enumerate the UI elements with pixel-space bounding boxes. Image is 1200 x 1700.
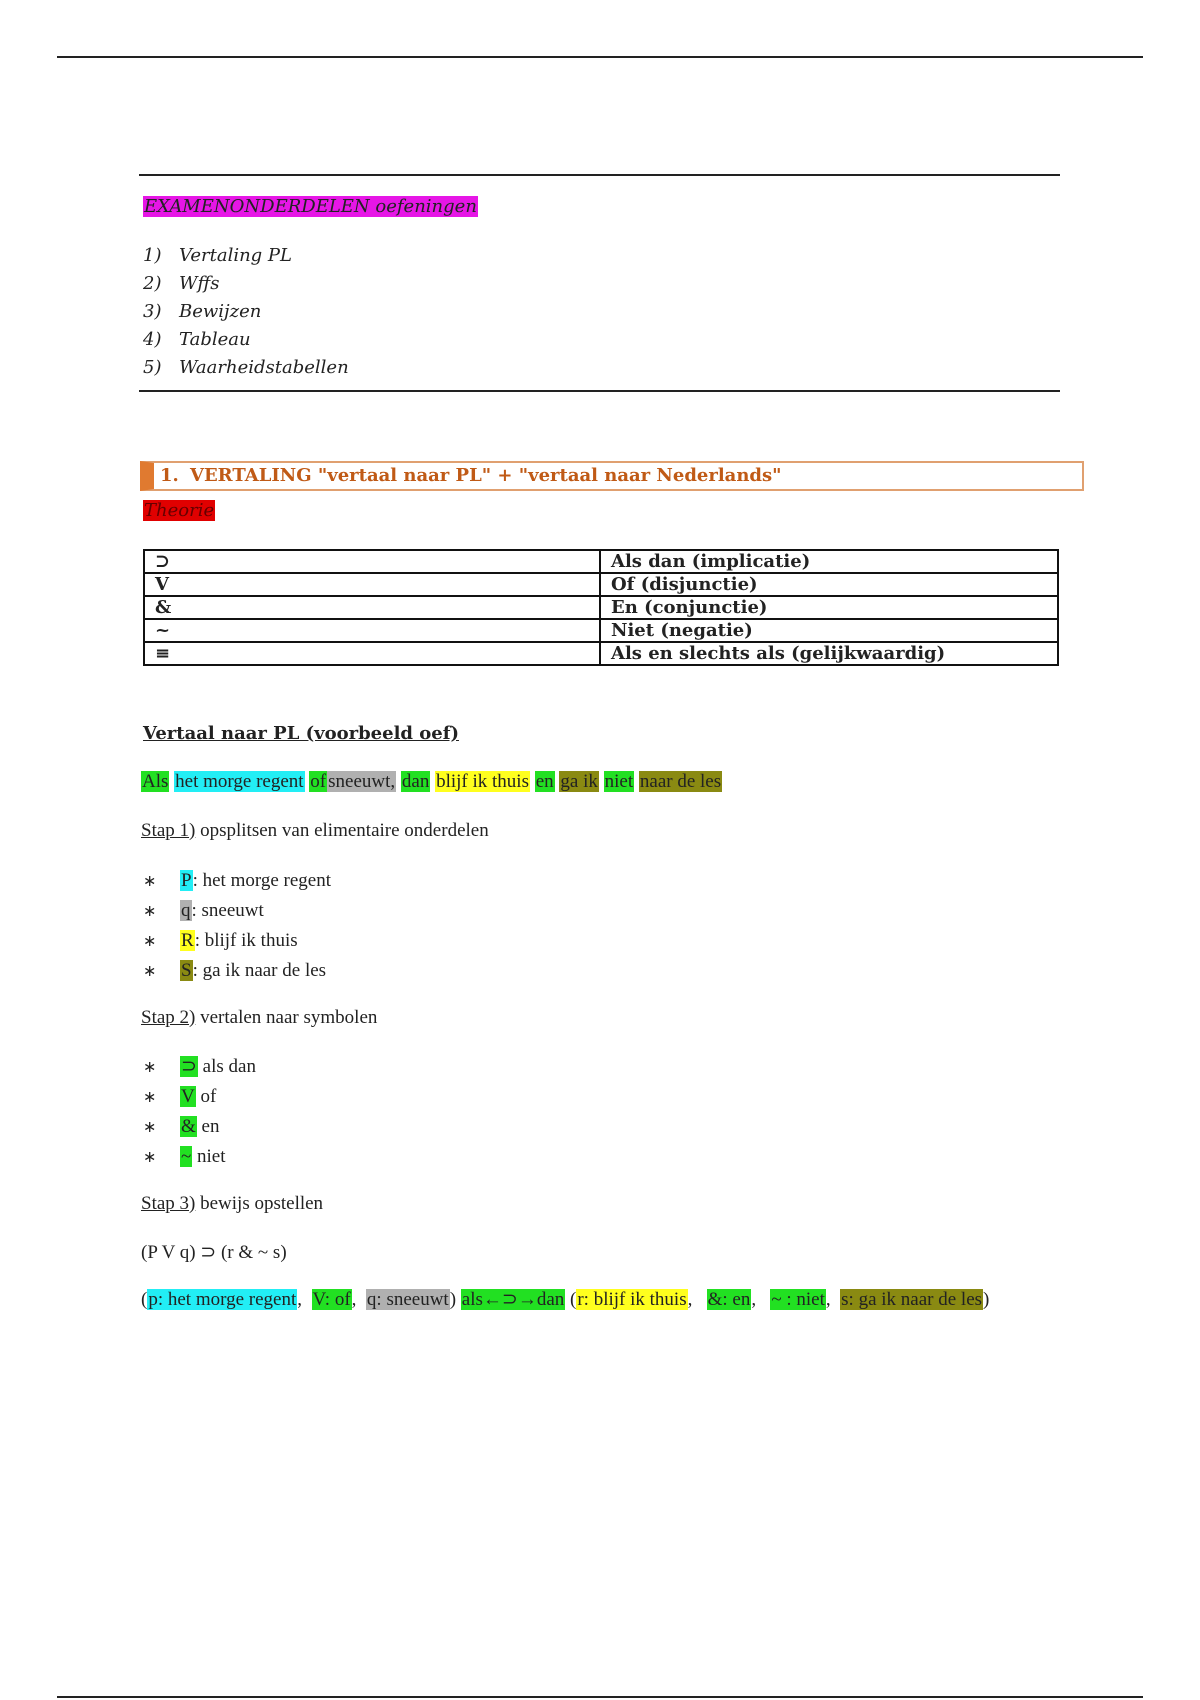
exam-item-number: 1) (143, 245, 162, 266)
list-item (141, 926, 331, 956)
symbol-cell: ⊃ (144, 550, 600, 573)
symbol-table (143, 549, 1059, 666)
step3-line (141, 1193, 323, 1215)
exam-box-top-rule (139, 174, 1060, 176)
table-row (144, 619, 1058, 642)
meaning-cell: Of (disjunctie) (600, 573, 1058, 596)
word-niet: niet (604, 771, 634, 792)
exam-item-label: Wffs (179, 273, 220, 294)
list-item (141, 1142, 256, 1172)
legend-p: p: het morge regent (148, 1289, 297, 1310)
item-text: : ga ik naar de les (192, 960, 327, 981)
top-page-rule (57, 56, 1143, 58)
bullet-star-icon: ∗ (143, 1119, 157, 1136)
example-heading: Vertaal naar PL (voorbeeld oef) (143, 723, 459, 744)
legend-q: q: sneeuwt (366, 1289, 449, 1310)
theory-label (143, 500, 215, 521)
step1-label: Stap 1) (141, 820, 196, 841)
bullet-star-icon: ∗ (143, 1059, 157, 1076)
exam-item-number: 3) (143, 301, 162, 322)
legend-open-paren: ( (141, 1289, 148, 1310)
step1-list (141, 866, 331, 986)
section-heading (140, 461, 1084, 491)
list-item (141, 1112, 256, 1142)
legend-line: (p: het morge regent, V: of, q: sneeuwt) als←⊃→dan (r: blijf ik thuis, &: en, ~ : niet, s: ga ik naar de les) (141, 1289, 990, 1310)
meaning-cell: Niet (negatie) (600, 619, 1058, 642)
exam-item-number: 5) (143, 357, 162, 378)
table-row (144, 573, 1058, 596)
bullet-star-icon: ∗ (143, 873, 157, 890)
item-key: ~ (181, 1146, 192, 1167)
step2-list (141, 1052, 256, 1172)
item-key: V (181, 1086, 195, 1107)
exam-list-item (143, 270, 349, 298)
word-of: of (310, 771, 327, 792)
exam-item-number: 2) (143, 273, 162, 294)
legend-r: r: blijf ik thuis (577, 1289, 687, 1310)
list-item (141, 1052, 256, 1082)
item-key: & (181, 1116, 196, 1137)
word-morgen: het morge regent (175, 771, 304, 792)
list-item (141, 956, 331, 986)
exam-list-item (143, 354, 349, 382)
exam-item-label: Tableau (179, 329, 251, 350)
item-key: S (181, 960, 192, 981)
bullet-star-icon: ∗ (143, 1149, 157, 1166)
bullet-star-icon: ∗ (143, 963, 157, 980)
example-sentence (141, 771, 722, 793)
item-text: : blijf ik thuis (194, 930, 298, 951)
exam-list-item (143, 326, 349, 354)
item-key: P (181, 870, 192, 891)
exam-title (143, 196, 478, 217)
theory-label-text: Theorie (144, 500, 215, 521)
exam-item-label: Waarheidstabellen (179, 357, 349, 378)
list-item (141, 896, 331, 926)
word-ga-ik: ga ik (560, 771, 598, 792)
step3-text: bewijs opstellen (195, 1193, 324, 1214)
table-row (144, 596, 1058, 619)
meaning-cell: Als dan (implicatie) (600, 550, 1058, 573)
word-en: en (535, 771, 554, 792)
step3-label: Stap 3) (141, 1193, 196, 1214)
step1-text: opsplitsen van elimentaire onderdelen (195, 820, 489, 841)
section-title: VERTALING "vertaal naar PL" + "vertaal naar Nederlands" (190, 465, 782, 486)
exam-item-number: 4) (143, 329, 162, 350)
legend-s: s: ga ik naar de les (841, 1289, 983, 1310)
legend-not: ~ : niet (771, 1289, 825, 1310)
word-sneeuwt: sneeuwt, (328, 771, 396, 792)
item-text: als dan (197, 1056, 256, 1077)
formula: (P V q) ⊃ (r & ~ s) (141, 1242, 287, 1263)
table-row (144, 642, 1058, 665)
section-number: 1. (160, 465, 179, 486)
step2-text: vertalen naar symbolen (195, 1007, 378, 1028)
meaning-cell: Als en slechts als (gelijkwaardig) (600, 642, 1058, 665)
step2-label: Stap 2) (141, 1007, 196, 1028)
symbol-cell: ~ (144, 619, 600, 642)
word-naar-les: naar de les (639, 771, 722, 792)
list-item (141, 1082, 256, 1112)
bullet-star-icon: ∗ (143, 903, 157, 920)
item-text: : sneeuwt (191, 900, 264, 921)
legend-implication: als←⊃→dan (461, 1289, 565, 1310)
item-text: niet (192, 1146, 226, 1167)
step1-line (141, 820, 489, 842)
table-row (144, 550, 1058, 573)
step2-line (141, 1007, 377, 1029)
item-text: of (195, 1086, 217, 1107)
word-als: Als (142, 771, 169, 792)
meaning-cell: En (conjunctie) (600, 596, 1058, 619)
exam-box-bottom-rule (139, 390, 1060, 392)
item-key: ⊃ (181, 1056, 197, 1077)
exam-list (143, 242, 349, 382)
bullet-star-icon: ∗ (143, 933, 157, 950)
legend-open-paren-2: ( (570, 1289, 577, 1310)
bullet-star-icon: ∗ (143, 1089, 157, 1106)
symbol-cell: V (144, 573, 600, 596)
bottom-page-rule (57, 1696, 1143, 1698)
item-key: q (181, 900, 191, 921)
word-thuis: blijf ik thuis (436, 771, 529, 792)
legend-close-paren-2: ) (983, 1289, 990, 1310)
legend-close-paren: ) (449, 1289, 457, 1310)
exam-item-label: Vertaling PL (179, 245, 292, 266)
word-dan: dan (401, 771, 430, 792)
item-text: : het morge regent (192, 870, 331, 891)
symbol-cell: ≡ (144, 642, 600, 665)
symbol-cell: & (144, 596, 600, 619)
legend-and: &: en (707, 1289, 751, 1310)
item-key: R (181, 930, 194, 951)
legend-v: V: of (312, 1289, 351, 1310)
item-text: en (196, 1116, 220, 1137)
exam-title-text: EXAMENONDERDELEN oefeningen (144, 196, 477, 217)
exam-list-item (143, 242, 349, 270)
exam-item-label: Bewijzen (179, 301, 262, 322)
exam-list-item (143, 298, 349, 326)
list-item (141, 866, 331, 896)
